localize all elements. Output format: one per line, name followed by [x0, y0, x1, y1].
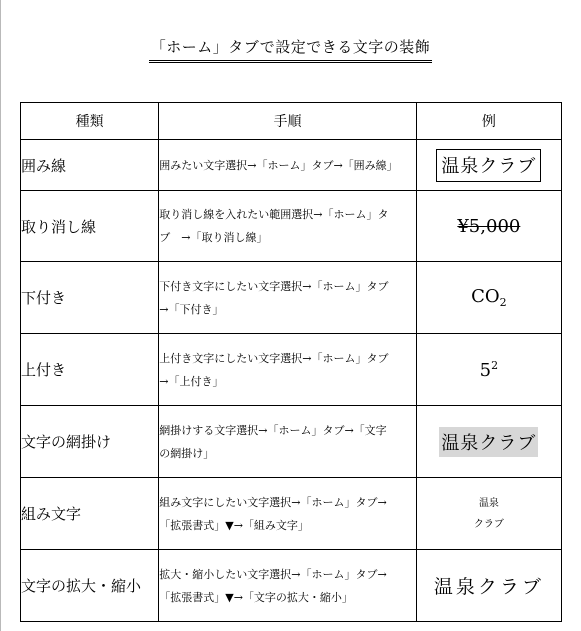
row-type-border: 囲み線	[21, 140, 159, 191]
step-line: 網掛けする文字選択→「ホーム」タブ→「文字	[159, 423, 387, 437]
example-shaded-text: 温泉クラブ	[439, 427, 538, 457]
step-line: →「下付き」	[159, 302, 224, 316]
step-line: 取り消し線を入れたい範囲選択→「ホーム」タ	[159, 208, 389, 221]
header-example: 例	[416, 103, 561, 140]
row-steps-shading	[159, 406, 416, 478]
table-row	[21, 550, 562, 622]
example-combined-characters	[474, 493, 504, 535]
title-container	[0, 36, 581, 63]
row-example-strike	[416, 191, 561, 262]
step-line: →「上付き」	[159, 374, 224, 388]
step-line: 上付き文字にしたい文字選択→「ホーム」タブ	[159, 351, 389, 365]
combined-line-bottom: クラブ	[473, 518, 504, 530]
document-title: 「ホーム」タブで設定できる文字の装飾	[149, 36, 432, 63]
row-steps-scale	[159, 550, 416, 622]
row-type-shading: 文字の網掛け	[21, 406, 159, 478]
header-steps: 手順	[159, 103, 416, 140]
step-line: 「拡張書式」▼→「文字の拡大・縮小」	[159, 590, 353, 604]
table-row	[21, 406, 562, 478]
row-example-combine	[416, 478, 561, 550]
row-example-superscript	[416, 334, 561, 406]
row-type-combine: 組み文字	[21, 478, 159, 550]
row-example-shading	[416, 406, 561, 478]
row-example-border	[416, 140, 561, 191]
table-row	[21, 334, 562, 406]
decoration-table	[20, 102, 562, 622]
step-line: 囲みたい文字選択→「ホーム」タブ→「囲み線」	[159, 158, 398, 172]
example-bordered-text: 温泉クラブ	[436, 149, 541, 182]
table-row	[21, 478, 562, 550]
row-type-scale: 文字の拡大・縮小	[21, 550, 159, 622]
step-line: 下付き文字にしたい文字選択→「ホーム」タブ	[159, 279, 389, 293]
table-row	[21, 262, 562, 334]
row-steps-subscript	[159, 262, 416, 334]
step-line: 「拡張書式」▼→「組み文字」	[159, 518, 309, 532]
step-line: の網掛け」	[159, 446, 215, 460]
step-line: 組み文字にしたい文字選択→「ホーム」タブ→	[159, 495, 387, 509]
row-steps-superscript	[159, 334, 416, 406]
example-scaled-text: 温泉クラブ	[433, 576, 544, 598]
header-type: 種類	[21, 103, 159, 140]
example-subscript-base: CO	[471, 286, 500, 307]
row-example-subscript	[416, 262, 561, 334]
row-example-scale	[416, 550, 561, 622]
table-row	[21, 140, 562, 191]
row-type-subscript: 下付き	[21, 262, 159, 334]
step-line: 拡大・縮小したい文字選択→「ホーム」タブ→	[159, 567, 387, 581]
example-superscript-base: 5	[479, 359, 492, 381]
example-superscript-digit: 2	[491, 358, 499, 372]
page-edge	[0, 0, 1, 631]
row-type-strike: 取り消し線	[21, 191, 159, 262]
combined-line-top: 温泉	[478, 497, 499, 509]
row-steps-border	[159, 140, 416, 191]
row-steps-combine	[159, 478, 416, 550]
table-row	[21, 191, 562, 262]
step-line: ブ →「取り消し線」	[159, 231, 268, 244]
table-header-row	[21, 103, 562, 140]
row-type-superscript: 上付き	[21, 334, 159, 406]
example-strikethrough-text: ¥5,000	[457, 215, 521, 237]
row-steps-strike	[159, 191, 416, 262]
example-subscript-digit: 2	[499, 296, 507, 309]
